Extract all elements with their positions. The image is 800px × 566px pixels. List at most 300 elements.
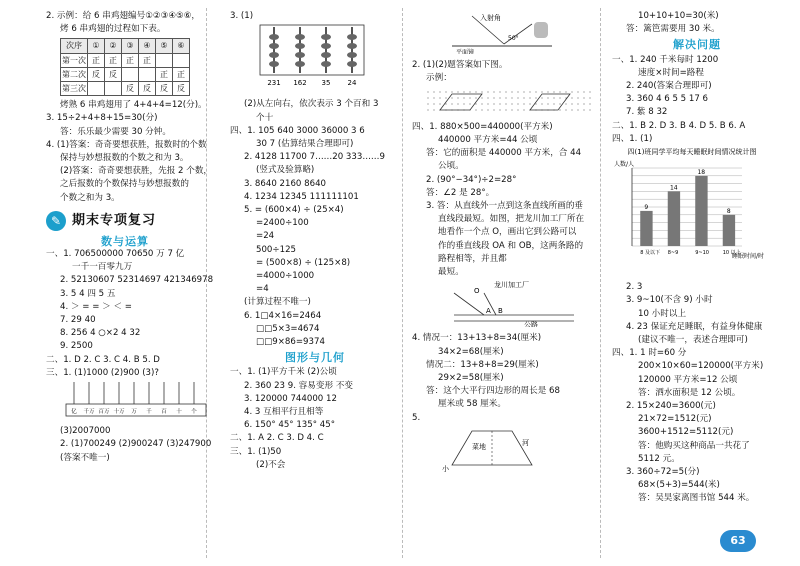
table-cell: 反 [156,82,173,96]
grid-dot [493,109,494,110]
grid-dot [523,103,524,104]
grid-dot [427,97,428,98]
abacus-label: 个 [191,409,197,416]
grid-dot [433,97,434,98]
grid-dot [583,91,584,92]
column-1 [46,10,214,465]
point-b-label: B [498,307,503,316]
text-line: 一、1. 706500000 70650 万 7 亿 [46,249,185,260]
text-line: 2. 240(答案合理即可) [626,81,712,92]
text-line: 二、1. A 2. C 3. D 4. C [230,433,324,444]
text-line: 四、1. (1) [612,133,653,144]
grid-dot [583,103,584,104]
grid-dot [589,103,590,104]
grid-dot [457,97,458,98]
grid-dot [487,109,488,110]
table-cell [173,53,190,67]
grid-dot [553,97,554,98]
rod-label: 231 [267,79,281,88]
grid-dot [589,97,590,98]
abacus-diagram [64,380,214,420]
small-label: 小 [442,464,449,473]
grid-dot [499,91,500,92]
text-line: 10 小时以上 [638,308,687,319]
table-cell: 第三次 [61,82,88,96]
bead [295,43,305,49]
grid-dot [475,91,476,92]
grid-dot [493,103,494,104]
grid-dot [547,103,548,104]
text-line: 答：篱笆需要用 30 米。 [626,24,720,35]
chart-category-label: 8 及以下 [640,250,661,257]
grid-dot [427,91,428,92]
table-header: ⑥ [173,39,190,53]
text-line: 公顷。 [438,161,464,172]
grid-dot [523,109,524,110]
table-header: ③ [122,39,139,53]
table-cell: 正 [105,53,122,67]
text-line: (2)从左向右，依次表示 3 个百和 3 [244,99,379,110]
text-line: 120000 平方米=12 公顷 [638,374,738,385]
text-line: 4. 情况一：13+13+8=34(厘米) [412,333,542,344]
grid-dot [475,109,476,110]
table-cell [139,67,156,81]
text-line: (2)不会 [256,459,286,470]
text-line: 答：洒水面积是 12 公顷。 [638,387,741,398]
text-line: 四、1. 1 时=60 分 [612,348,687,359]
sub-title: 图形与几何 [285,351,345,365]
table-header: 次序 [61,39,88,53]
roast-table [60,38,190,96]
grid-dot [517,109,518,110]
grid-dot [529,97,530,98]
sub-title: 解决问题 [673,38,721,52]
text-line: 5. = (600×4) ÷ (25×4) [244,205,344,216]
text-line: 烤熟 6 串鸡翅用了 4+4+4=12(分)。 [60,100,207,111]
text-line: 路程相等，并且都 [438,253,507,264]
grid-dot [469,91,470,92]
text-line: □□9×86=9374 [256,337,325,348]
chart-bar [723,215,735,246]
text-line: 三、1. (1)50 [230,446,282,457]
text-line: 3. 8640 2160 8640 [244,178,327,189]
text-line: 4. (1)答案：奇奇要想获胜，报数时的个数 [46,139,207,150]
text-line: 7. 紫 8 32 [626,107,668,118]
bead [347,34,357,40]
grid-dot [517,97,518,98]
grid-dot [481,109,482,110]
chart-category-label: 8~9 [667,250,679,257]
grid-dot [433,91,434,92]
grid-dot [535,103,536,104]
grid-dot [529,103,530,104]
text-line: 6. 150° 45° 135° 45° [244,420,335,431]
text-line: 2. 52130607 52314697 421346978 [60,275,214,286]
section-badge-icon: ✎ [46,211,66,231]
abacus-label: 百万 [98,409,110,416]
chart-category-label: 9~10 [695,250,709,257]
text-line: 3. (1) [230,11,254,21]
table-cell [156,53,173,67]
grid-dot [469,103,470,104]
text-line: 直线段最短。如图，把龙川加工厂所在 [438,214,585,225]
text-line: 2. 360 23 9. 容易变形 不变 [244,380,353,391]
table-cell [88,82,105,96]
grid-dot [577,109,578,110]
text-line: 4. 1234 12345 111111101 [244,191,359,202]
grid-dot [565,91,566,92]
sleep-bar-chart [612,146,772,276]
grid-dot [529,91,530,92]
text-line: (竖式及验算略) [256,165,315,176]
text-line: (计算过程不唯一) [244,297,311,308]
bead [269,52,279,58]
grid-dot [487,97,488,98]
grid-dot [511,103,512,104]
text-line: 答：吴昊家离图书馆 544 米。 [638,493,755,504]
text-line: 21×72=1512(元) [638,414,712,425]
abacus-label: 千万 [83,409,95,416]
grid-dot [547,97,548,98]
text-line: 保持与妙想报数的个数之和为 3。 [60,153,189,164]
grid-dot [517,103,518,104]
text-line: 一、1. 240 千米每时 1200 [612,54,719,65]
grid-dot [499,103,500,104]
text-line: 示例： [426,73,452,84]
grid-dot [487,91,488,92]
text-line: 8. 256 4 ○×2 4 32 [60,328,141,339]
grid-dot [559,103,560,104]
section-header [46,211,204,231]
table-cell: 正 [88,53,105,67]
grid-dot [457,91,458,92]
grid-dot [463,91,464,92]
grid-dot [577,103,578,104]
mirror-label: 平面镜 [456,49,475,54]
table-cell: 正 [173,67,190,81]
table-cell: 反 [105,67,122,81]
text-line: 烤 6 串鸡翅的过程如下表。 [60,24,166,35]
grid-dot [541,97,542,98]
table-cell: 正 [156,67,173,81]
grid-dot [535,91,536,92]
factory-label: 龙川加工厂 [494,281,529,290]
grid-dot [523,97,524,98]
abacus-label: 万 [131,409,137,416]
text-line: 3600+1512=5112(元) [638,427,734,438]
abacus-label: 千 [146,409,152,416]
grid-dot [439,103,440,104]
grid-dot [427,109,428,110]
grid-dot [559,97,560,98]
text-line: (答案不唯一) [60,452,110,463]
text-line: 3. 答：从直线外一点到这条直线所画的垂 [426,201,584,212]
grid-dot [541,103,542,104]
text-line: 2. 15×240=3600(元) [626,401,716,412]
chart-value-label: 8 [726,207,731,215]
river-label: 河 [522,438,529,447]
field-diagram [432,425,552,475]
text-line: 10+10+10=30(米) [638,11,719,21]
text-line: 2. 3 [626,282,643,293]
text-line: 速度×时间=路程 [638,67,704,78]
text-line: 3. 9~10(不含 9) 小时 [626,295,713,306]
grid-dot [511,109,512,110]
text-line: 200×10×60=120000(平方米) [638,361,764,372]
table-cell: 反 [122,82,139,96]
chart-category-label: 10 以上 [722,250,741,257]
grid-dot [577,97,578,98]
grid-dot [571,103,572,104]
text-line: 答：它的面积是 440000 平方米，合 44 [426,148,582,159]
grid-dot [451,97,452,98]
grid-dot [541,91,542,92]
table-header: ④ [139,39,156,53]
text-line: 二、1. D 2. C 3. C 4. B 5. D [46,354,160,365]
grid-dot [433,109,434,110]
text-line: 3. 360÷72=5(分) [626,467,700,478]
text-line: 4. ＞ = = ＞ ＜ = [60,301,132,312]
text-line: = (500×8) ÷ (125×8) [256,257,351,268]
text-line: 答：他购买这种商品一共花了 [638,440,750,451]
table-cell [105,82,122,96]
text-line: 2. (1)700249 (2)900247 (3)247900 [60,439,212,450]
text-line: 5. [412,412,421,423]
column-divider [600,8,601,558]
text-line: 2. 4128 11700 7……20 333……9 [244,152,385,163]
text-line: 地看作一个点 O，画出它到公路可以 [438,227,577,238]
counting-rods-diagram [258,23,368,93]
bead [347,52,357,58]
table-cell: 第二次 [61,67,88,81]
grid-dot [451,103,452,104]
bead [321,43,331,49]
chart-bar [668,191,680,246]
grid-dot [511,91,512,92]
column-2 [230,10,400,472]
text-line: 三、1. (1)1000 (2)900 (3)? [46,367,159,378]
text-line: 4. 3 互相平行且相等 [244,407,324,418]
grid-dot [427,103,428,104]
point-o-label: O [474,287,480,296]
grid-dot [457,103,458,104]
bead [295,61,305,67]
grid-dot [487,103,488,104]
reflection-diagram [442,10,562,54]
column-4 [612,10,782,506]
table-cell: 第一次 [61,53,88,67]
grid-dot [517,91,518,92]
grid-dot [505,97,506,98]
grid-dot [505,109,506,110]
chart-value-label: 9 [644,203,649,211]
grid-dot [433,103,434,104]
text-line: 一、1. (1)平方千米 (2)公顷 [230,367,337,378]
text-line: 一千一百零九万 [72,262,133,273]
grid-dot [565,109,566,110]
grid-dot [553,103,554,104]
grid-dot [481,97,482,98]
rod-label: 162 [293,79,307,88]
text-line: =24 [256,231,275,242]
grid-dot [475,97,476,98]
grid-dot [463,97,464,98]
grid-dot [511,97,512,98]
text-line: 3. 5 4 四 5 五 [60,288,116,299]
bead [295,52,305,58]
vegetable-plot-label: 菜地 [472,442,486,451]
incident-angle-label: 入射角 [480,14,501,22]
text-line: 3. 360 4 6 5 5 17 6 [626,94,708,105]
bead [321,34,331,40]
grid-dot [439,91,440,92]
bead [269,43,279,49]
parallelogram-grid-diagram [422,86,592,116]
point-a-label: A [486,307,491,316]
text-line: 2. (1)(2)题答案如下图。 [412,60,508,71]
text-line: 情况二：13+8+8=29(厘米) [426,359,539,370]
chart-title: 四(1)班同学平均每天睡眠时间情况统计图 [627,148,757,157]
grid-dot [571,91,572,92]
chart-value-label: 18 [697,168,706,176]
text-line: (2)答案：奇奇要想获胜，先报 2 个数， [60,166,213,177]
text-line: 7. 29 40 [60,315,96,326]
grid-dot [547,91,548,92]
text-line: =2400÷100 [256,218,309,229]
text-line: □□5×3=4674 [256,323,320,334]
grid-dot [571,97,572,98]
grid-dot [523,91,524,92]
page-number: 63 [720,530,756,552]
text-line: 答：∠2 是 28°。 [426,187,495,198]
grid-dot [559,91,560,92]
rod-label: 24 [347,79,357,88]
bead [347,43,357,49]
grid-dot [493,97,494,98]
grid-dot [475,103,476,104]
text-line: 四、1. 105 640 3000 36000 3 6 [230,125,365,136]
text-line: 2. (90°−34°)÷2=28° [426,174,517,185]
cat-icon [534,22,548,38]
abacus-label: 十万 [113,409,125,416]
table-header: ① [88,39,105,53]
grid-dot [505,91,506,92]
text-line: 3. 15÷2+4+8+15=30(分) [46,113,158,124]
grid-dot [505,103,506,104]
text-line: 答：这个大平行四边形的周长是 68 [426,386,560,397]
chart-value-label: 14 [669,184,678,192]
grid-dot [577,91,578,92]
table-cell: 正 [139,53,156,67]
bead [321,61,331,67]
chart-xlabel: 睡眠时间/时 [732,253,765,261]
table-cell: 反 [173,82,190,96]
table-header: ② [105,39,122,53]
text-line: 6. 1□4×16=2464 [244,310,322,321]
table-cell: 反 [88,67,105,81]
grid-dot [553,91,554,92]
grid-dot [571,109,572,110]
chart-bar [695,176,707,246]
section-title: 期末专项复习 [72,213,157,229]
text-line: 2. 示例：给 6 串鸡翅编号①②③④⑤⑥， [46,11,201,21]
text-line: 3. 120000 744000 12 [244,393,337,404]
text-line: =4000÷1000 [256,271,315,282]
bead [347,61,357,67]
road-diagram [434,279,584,327]
text-line: 30 7 (估算结果合理即可) [256,139,354,150]
grid-dot [583,109,584,110]
bead [295,34,305,40]
rod-label: 35 [321,79,331,88]
table-cell: 反 [139,82,156,96]
grid-dot [481,91,482,92]
text-line: 作的垂直线段 OA 和 OB，这两条路的 [438,240,584,251]
chart-ylabel: 人数/人 [614,161,635,169]
grid-dot [451,91,452,92]
text-line: 68×(5+3)=544(米) [638,480,720,491]
text-line: 之后报数的个数保持与妙想报数的 [60,179,189,190]
grid-dot [559,109,560,110]
table-header: ⑤ [156,39,173,53]
grid-dot [445,103,446,104]
grid-dot [463,103,464,104]
grid-dot [565,103,566,104]
angle-label: 50° [508,35,519,42]
grid-dot [499,97,500,98]
text-line: 34×2=68(厘米) [438,346,504,357]
table-cell: 正 [122,53,139,67]
grid-dot [493,91,494,92]
text-line: 500÷125 [256,244,297,255]
grid-dot [469,97,470,98]
column-divider [402,8,403,558]
grid-dot [445,97,446,98]
road-label: 公路 [524,321,538,328]
bead [269,61,279,67]
grid-dot [583,97,584,98]
text-line: (建议不唯一，表述合理即可) [638,335,748,346]
grid-dot [445,91,446,92]
grid-dot [589,109,590,110]
text-line: 29×2=58(厘米) [438,373,504,384]
text-line: 440000 平方米=44 公顷 [438,135,538,146]
table-cell [122,67,139,81]
text-line: 9. 2500 [60,341,93,352]
text-line: 厘米或 58 厘米。 [438,399,506,410]
column-3 [412,10,598,480]
sub-title: 数与运算 [101,234,149,248]
text-line: 个数之和为 3。 [60,192,120,203]
chart-bar [640,211,652,246]
text-line: 四、1. 880×500=440000(平方米) [412,121,553,132]
abacus-label: 亿 [71,409,77,416]
grid-dot [439,97,440,98]
abacus-label: 十 [176,409,182,416]
text-line: (3)2007000 [60,426,111,437]
text-line: 5112 元。 [638,453,680,464]
grid-dot [589,91,590,92]
text-line: 4. 23 保证充足睡眠，有益身体健康 [626,321,763,332]
bead [269,34,279,40]
grid-dot [481,103,482,104]
text-line: 答：乐乐最少需要 30 分钟。 [60,126,171,137]
text-line: 个十 [256,112,274,123]
abacus-label: 百 [161,409,167,416]
text-line: 二、1. B 2. D 3. B 4. D 5. B 6. A [612,120,746,131]
grid-dot [499,109,500,110]
text-line: 最短。 [438,267,464,278]
